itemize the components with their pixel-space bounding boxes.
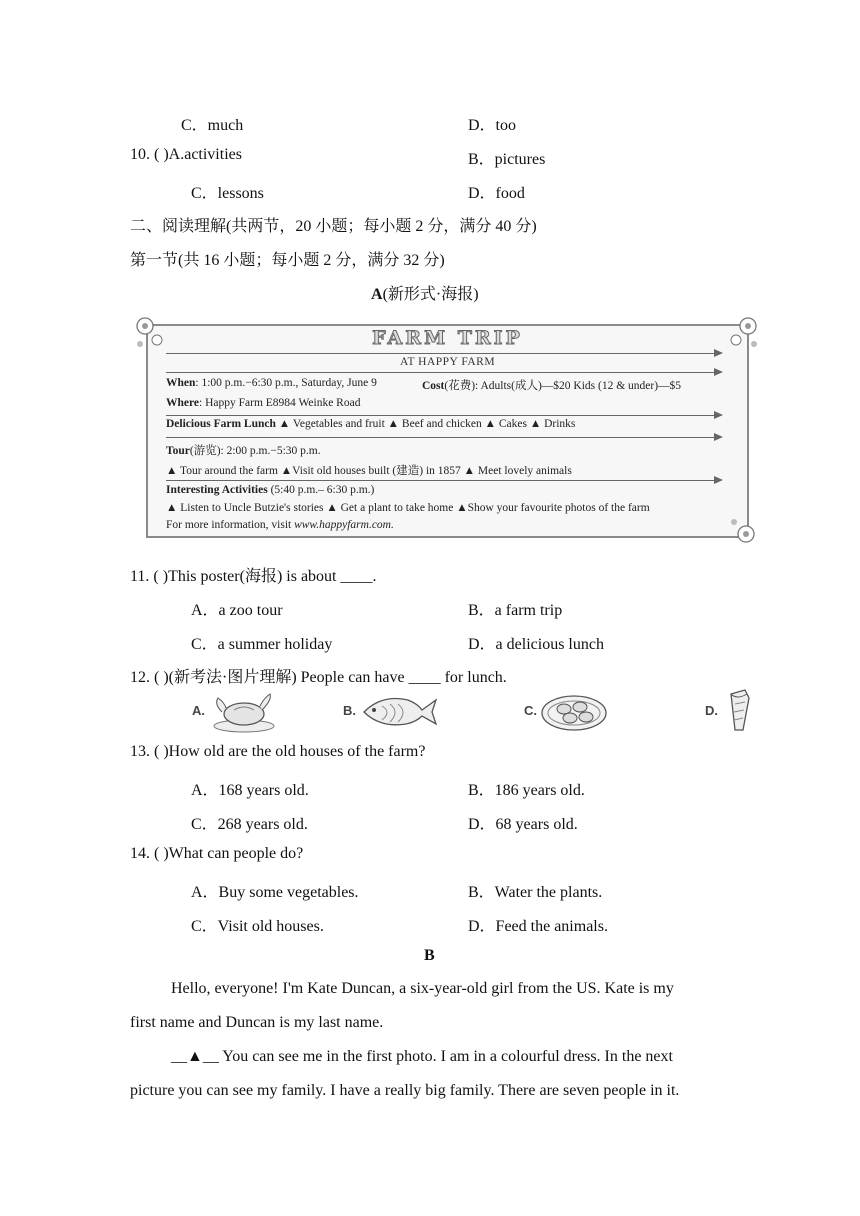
- poster-cost-line: Cost(花费): Adults(成人)—$20 Kids (12 & under)—$5: [422, 380, 682, 392]
- passage-b-line: picture you can see my family. I have a really big family. There are seven people in it.: [130, 1082, 680, 1099]
- q14-option-c: C．Visit old houses.: [191, 918, 324, 935]
- q14-stem: 14. ( )What can people do?: [130, 845, 304, 862]
- q14-option-b: B．Water the plants.: [468, 884, 603, 901]
- q13-option-d: D．68 years old.: [468, 816, 578, 833]
- q11-stem: 11. ( )This poster(海报) is about ____.: [130, 568, 377, 585]
- farm-trip-poster: [140, 318, 755, 544]
- poster-tour-items: ▲ Tour around the farm ▲Visit old houses built (建造) in 1857 ▲ Meet lovely animals: [166, 465, 572, 477]
- q10-option-c: C．lessons: [191, 185, 264, 202]
- q10-option-b: B．pictures: [468, 151, 546, 168]
- q12-option-c: C.: [524, 703, 537, 718]
- passage-b-title: B: [424, 947, 435, 964]
- poster-activities-line: Interesting Activities (5:40 p.m.– 6:30 p.m.): [166, 484, 375, 496]
- poster-activities-items: ▲ Listen to Uncle Butzie's stories ▲ Get a plant to take home ▲Show your favourite photos of the farm: [166, 502, 650, 514]
- passage-b-line: Hello, everyone! I'm Kate Duncan, a six-year-old girl from the US. Kate is my: [171, 980, 674, 997]
- poster-divider: [166, 372, 721, 373]
- poster-when-line: When: 1:00 p.m.−6:30 p.m., Saturday, June 9: [166, 377, 377, 389]
- wrap-icon: [725, 688, 753, 734]
- poster-divider: [166, 415, 721, 416]
- q13-option-c: C．268 years old.: [191, 816, 308, 833]
- q9-option-c: C．much: [181, 117, 244, 134]
- section2-title: 二、阅读理解(共两节，20 小题；每小题 2 分，满分 40 分): [130, 218, 537, 235]
- poster-tour-line: Tour(游览): 2:00 p.m.−5:30 p.m.: [166, 445, 321, 457]
- q11-option-c: C．a summer holiday: [191, 636, 333, 653]
- poster-more-info: For more information, visit www.happyfarm.com.: [166, 519, 394, 531]
- q13-stem: 13. ( )How old are the old houses of the farm?: [130, 743, 426, 760]
- q12-option-a: A.: [192, 703, 205, 718]
- section2-part1: 第一节(共 16 小题；每小题 2 分，满分 32 分): [130, 252, 445, 269]
- poster-divider: [166, 437, 721, 438]
- q13-option-a: A．168 years old.: [191, 782, 309, 799]
- poster-divider: [166, 353, 721, 354]
- q14-option-a: A．Buy some vegetables.: [191, 884, 359, 901]
- q12-stem: 12. ( )(新考法·图片理解) People can have ____ for lunch.: [130, 669, 507, 686]
- q9-option-d: D．too: [468, 117, 517, 134]
- q11-option-a: A．a zoo tour: [191, 602, 283, 619]
- dumplings-plate-icon: [540, 693, 608, 733]
- roast-chicken-icon: [210, 690, 276, 734]
- q13-option-b: B．186 years old.: [468, 782, 585, 799]
- poster-subtitle: AT HAPPY FARM: [399, 356, 496, 368]
- q11-option-d: D．a delicious lunch: [468, 636, 604, 653]
- poster-lunch-line: Delicious Farm Lunch ▲ Vegetables and fruit ▲ Beef and chicken ▲ Cakes ▲ Drinks: [166, 418, 576, 430]
- poster-divider: [166, 480, 721, 481]
- fish-icon: [358, 690, 438, 732]
- q10-stem: 10. ( )A.activities: [130, 146, 242, 163]
- passage-a-title: A(新形式·海报): [371, 286, 479, 303]
- passage-b-line: first name and Duncan is my last name.: [130, 1014, 384, 1031]
- q14-option-d: D．Feed the animals.: [468, 918, 608, 935]
- q12-option-d: D.: [705, 703, 718, 718]
- q12-option-b: B.: [343, 703, 356, 718]
- q10-option-d: D．food: [468, 185, 525, 202]
- q11-option-b: B．a farm trip: [468, 602, 563, 619]
- flower-ornament-icon: [728, 514, 762, 548]
- poster-title: FARM TRIP: [372, 327, 523, 349]
- passage-b-line: __▲__ You can see me in the first photo. I am in a colourful dress. In the next: [171, 1048, 673, 1065]
- blank-marker: __▲__: [171, 1048, 219, 1065]
- poster-where-line: Where: Happy Farm E8984 Weinke Road: [166, 397, 361, 409]
